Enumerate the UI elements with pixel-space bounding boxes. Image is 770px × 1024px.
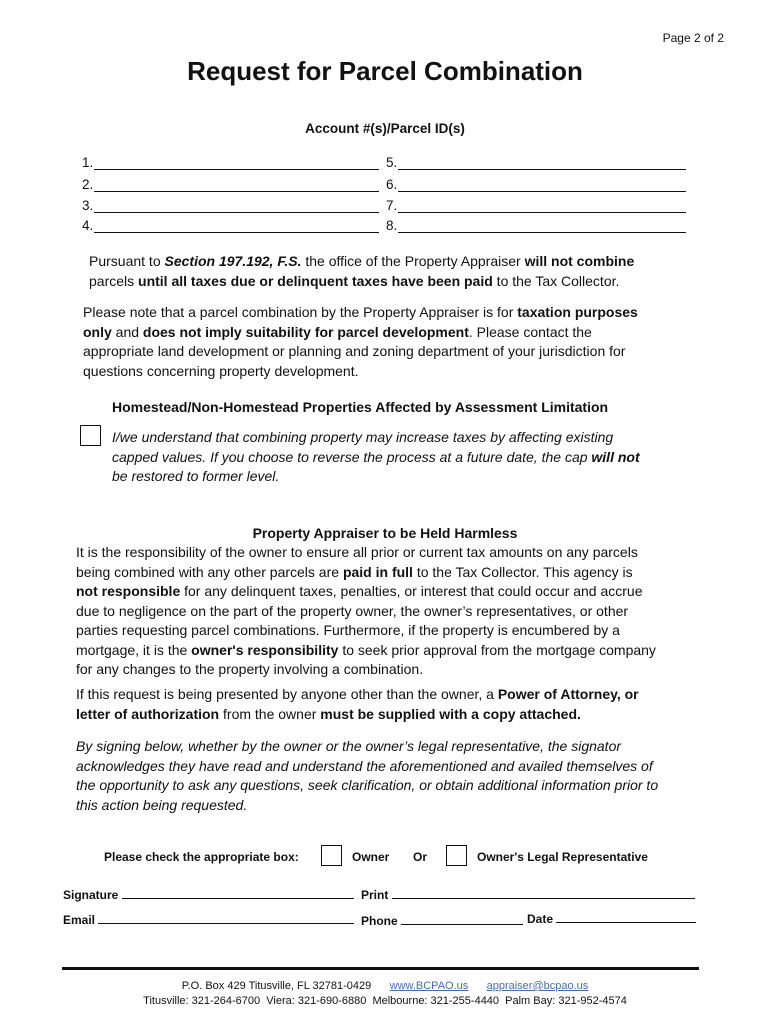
email-input[interactable] [98,912,354,924]
pursuant-paragraph [89,252,709,291]
check-prompt: Please check the appropriate box: [104,850,299,864]
representative-label: Owner's Legal Representative [477,850,648,864]
note-line-1: Please note that a parcel combination by the Property Appraiser is for taxation purposes [83,304,638,320]
homestead-line-3: be restored to former level. [112,468,280,484]
poa-line-1: If this request is being presented by anyone other than the owner, a Power of Attorney, or [76,686,639,702]
owner-checkbox[interactable] [321,845,342,866]
parcel-line-label: 8. [386,218,398,233]
harmless-line-3: not responsible for any delinquent taxes, penalties, or interest that could occur and accrue [76,583,643,599]
footer-phones: Titusville: 321-264-6700 Viera: 321-690-6880 Melbourne: 321-255-4440 Palm Bay: 321-952-4574 [143,995,627,1007]
homestead-line-1: I/we understand that combining property may increase taxes by affecting existing [112,429,614,445]
parcel-input[interactable] [398,220,686,233]
note-line-3: appropriate land development or planning and zoning department of your jurisdiction for [83,343,626,359]
poa-paragraph [76,685,716,724]
email-field[interactable] [63,912,354,927]
homestead-checkbox[interactable] [80,425,101,446]
signature-input[interactable] [122,887,354,899]
phone-label: Phone [361,914,398,928]
parcel-input[interactable] [94,200,379,213]
parcel-line-2[interactable] [82,177,379,192]
parcel-input[interactable] [94,179,379,192]
date-input[interactable] [556,911,696,923]
note-line-2: only and does not imply suitability for parcel development. Please contact the [83,323,592,340]
signature-field[interactable] [63,887,354,902]
parcel-line-label: 3. [82,198,94,213]
parcel-line-label: 1. [82,155,94,170]
email-link[interactable]: appraiser@bcpao.us [486,980,589,992]
print-label: Print [361,888,389,902]
representative-checkbox[interactable] [446,845,467,866]
pursuant-line-1: Pursuant to Section 197.192, F.S. the office of the Property Appraiser will not combine [89,253,635,269]
parcel-line-label: 2. [82,177,94,192]
parcel-line-label: 5. [386,155,398,170]
print-field[interactable] [361,887,695,902]
date-label: Date [527,912,554,926]
phone-field[interactable] [361,913,523,928]
signing-line-4: this action being requested. [76,796,248,813]
footer-divider [62,967,699,970]
date-field[interactable] [527,911,696,926]
website-link[interactable]: www.BCPAO.us [389,980,469,992]
parcel-input[interactable] [94,220,379,233]
harmless-heading: Property Appraiser to be Held Harmless [252,525,518,541]
poa-line-2: letter of authorization from the owner must be supplied with a copy attached. [76,705,581,722]
harmless-line-5: parties requesting parcel combinations. Furthermore, if the property is encumbered by a [76,622,620,638]
parcel-line-label: 6. [386,177,398,192]
homestead-line-2: capped values. If you choose to reverse the process at a future date, the cap will not [112,448,640,465]
signing-paragraph [76,737,726,815]
harmless-paragraph [76,543,716,680]
footer-address: P.O. Box 429 Titusville, FL 32781-0429 [181,980,372,992]
parcel-line-7[interactable] [386,198,686,213]
harmless-line-6: mortgage, it is the owner's responsibility to seek prior approval from the mortgage company [76,641,656,658]
parcel-input[interactable] [398,179,686,192]
account-heading: Account #(s)/Parcel ID(s) [305,121,465,136]
parcel-line-4[interactable] [82,218,379,233]
signing-line-1: By signing below, whether by the owner or the owner’s legal representative, the signator [76,738,622,754]
parcel-line-1[interactable] [82,155,379,170]
page-number: Page 2 of 2 [662,31,724,45]
pursuant-line-2: parcels until all taxes due or delinquent taxes have been paid to the Tax Collector. [89,272,620,289]
parcel-input[interactable] [94,157,379,170]
parcel-line-5[interactable] [386,155,686,170]
parcel-input[interactable] [398,157,686,170]
signing-line-2: acknowledges they have read and understand the aforementioned and availed themselves of [76,757,653,774]
note-paragraph [83,303,703,381]
parcel-line-label: 4. [82,218,94,233]
or-label: Or [413,850,428,864]
parcel-line-label: 7. [386,198,398,213]
signing-line-3: the opportunity to ask any questions, seek clarification, or obtain additional information prior to [76,777,659,793]
phone-input[interactable] [401,913,523,925]
owner-label: Owner [352,850,390,864]
signature-label: Signature [63,888,119,902]
parcel-line-8[interactable] [386,218,686,233]
harmless-line-2: being combined with any other parcels are paid in full to the Tax Collector. This agency is [76,563,633,580]
parcel-input[interactable] [398,200,686,213]
print-input[interactable] [392,887,695,899]
harmless-line-4: due to negligence on the part of the property owner, the owner’s representatives, or other [76,602,629,619]
homestead-heading: Homestead/Non-Homestead Properties Affected by Assessment Limitation [112,399,609,415]
footer-contact-line [0,980,770,992]
harmless-line-1: It is the responsibility of the owner to ensure all prior or current tax amounts on any parcels [76,544,638,560]
note-line-4: questions concerning property development. [83,362,359,379]
page-title: Request for Parcel Combination [187,56,583,86]
homestead-paragraph [112,428,712,487]
parcel-line-3[interactable] [82,198,379,213]
email-label: Email [63,913,96,927]
harmless-line-7: for any changes to the property involving a combination. [76,661,424,677]
parcel-line-6[interactable] [386,177,686,192]
